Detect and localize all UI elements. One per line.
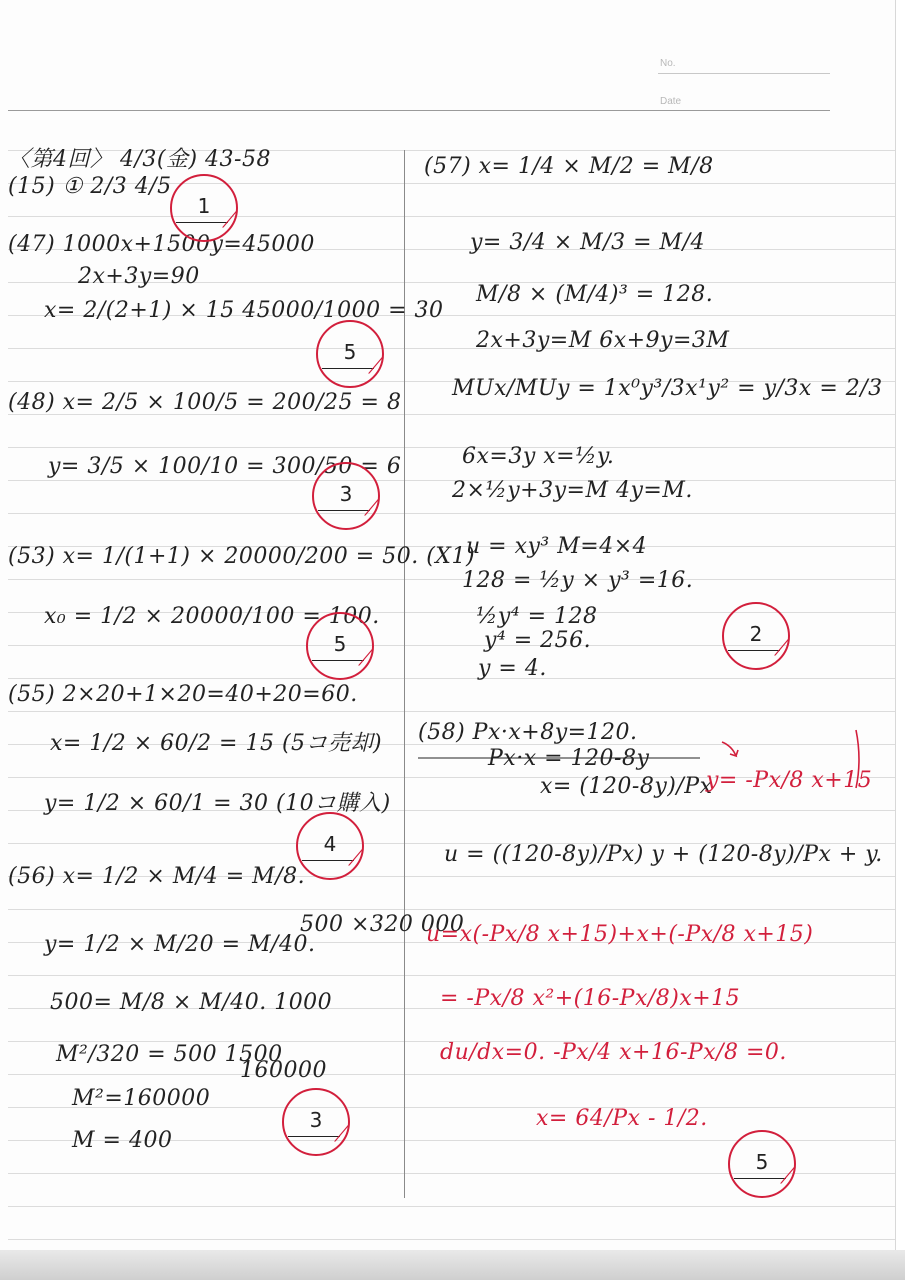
handwritten-line: 2×½y+3y=M 4y=M. — [452, 478, 693, 503]
score-value: 2 — [749, 622, 763, 646]
score-value: 3 — [309, 1108, 323, 1132]
check-mark-icon: ⟋ — [358, 646, 374, 671]
handwritten-line: ½y⁴ = 128 — [476, 604, 598, 629]
handwritten-line: MUx/MUy = 1x⁰y³/3x¹y² = y/3x = 2/3 — [452, 376, 883, 401]
handwritten-line: (57) x= 1/4 × M/2 = M/8 — [424, 154, 714, 179]
score-value: 3 — [339, 482, 353, 506]
score-value: 1 — [197, 194, 211, 218]
handwritten-line: x₀ = 1/2 × 20000/100 = 100. — [44, 604, 380, 629]
score-value: 5 — [343, 340, 357, 364]
red-correction-line: du/dx=0. -Px/4 x+16-Px/8 =0. — [440, 1040, 787, 1065]
score-value: 5 — [333, 632, 347, 656]
handwritten-line: 128 = ½y × y³ =16. — [462, 568, 694, 593]
handwritten-line: 500= M/8 × M/40. 1000 — [50, 990, 333, 1015]
handwritten-line: (56) x= 1/2 × M/4 = M/8. — [8, 864, 306, 889]
handwritten-line: M = 400 — [72, 1128, 173, 1153]
red-margin-bracket — [856, 730, 859, 788]
handwritten-line: (47) 1000x+1500y=45000 — [8, 232, 315, 257]
score-value: 4 — [323, 832, 337, 856]
handwritten-line: M/8 × (M/4)³ = 128. — [476, 282, 714, 307]
check-mark-icon: ⟋ — [780, 1164, 796, 1189]
handwritten-line: 500 ×320 000 — [300, 912, 465, 937]
handwritten-line: (15) ① 2/3 4/5 — [8, 174, 172, 199]
handwritten-line: M²/320 = 500 1500 — [56, 1042, 283, 1067]
check-mark-icon: ⟋ — [348, 846, 364, 871]
red-arrow-mark — [722, 742, 738, 756]
date-label: Date — [660, 96, 682, 107]
handwritten-line: 160000 — [240, 1058, 327, 1083]
handwritten-line: y= 3/4 × M/3 = M/4 — [470, 230, 705, 255]
handwritten-line: x= (120-8y)/Px — [540, 774, 713, 799]
handwritten-line: y= 3/5 × 100/10 = 300/50 = 6 — [48, 454, 402, 479]
handwritten-line: x= 2/(2+1) × 15 45000/1000 = 30 — [44, 298, 444, 323]
check-mark-icon: ⟋ — [222, 208, 238, 233]
handwritten-line: y⁴ = 256. — [484, 628, 592, 653]
check-mark-icon: ⟋ — [774, 636, 790, 661]
handwritten-line: 2x+3y=90 — [78, 264, 200, 289]
check-mark-icon: ⟋ — [334, 1122, 350, 1147]
handwritten-line: 6x=3y x=½y. — [462, 444, 615, 469]
no-label: No. — [660, 58, 676, 69]
handwritten-line: x= 1/2 × 60/2 = 15 (5コ売却) — [50, 731, 383, 756]
handwritten-line: u = ((120-8y)/Px) y + (120-8y)/Px + y. — [444, 842, 883, 867]
handwritten-line: u = xy³ M=4×4 — [466, 534, 648, 559]
handwritten-line: 2x+3y=M 6x+9y=3M — [476, 328, 730, 353]
handwritten-line: y= 1/2 × 60/1 = 30 (10コ購入) — [44, 791, 391, 816]
handwritten-line: 〈第4回〉 4/3(金) 43-58 — [8, 147, 271, 172]
check-mark-icon: ⟋ — [368, 354, 384, 379]
handwritten-line: y = 4. — [478, 656, 547, 681]
handwritten-line: (58) Px·x+8y=120. — [418, 720, 638, 745]
handwritten-line: (53) x= 1/(1+1) × 20000/200 = 50. (X1) — [8, 544, 476, 569]
score-value: 5 — [755, 1150, 769, 1174]
red-correction-line: u=x(-Px/8 x+15)+x+(-Px/8 x+15) — [426, 922, 814, 947]
handwritten-line: (48) x= 2/5 × 100/5 = 200/25 = 8 — [8, 390, 402, 415]
handwritten-line: y= 1/2 × M/20 = M/40. — [44, 932, 316, 957]
handwritten-line: (55) 2×20+1×20=40+20=60. — [8, 682, 358, 707]
red-correction-line: = -Px/8 x²+(16-Px/8)x+15 — [440, 986, 741, 1011]
handwritten-line: M²=160000 — [72, 1086, 211, 1111]
check-mark-icon: ⟋ — [364, 496, 380, 521]
red-correction-line: y= -Px/8 x+15 — [706, 768, 873, 793]
handwritten-line: Px·x = 120-8y — [488, 746, 650, 771]
red-correction-line: x= 64/Px - 1/2. — [536, 1106, 708, 1131]
